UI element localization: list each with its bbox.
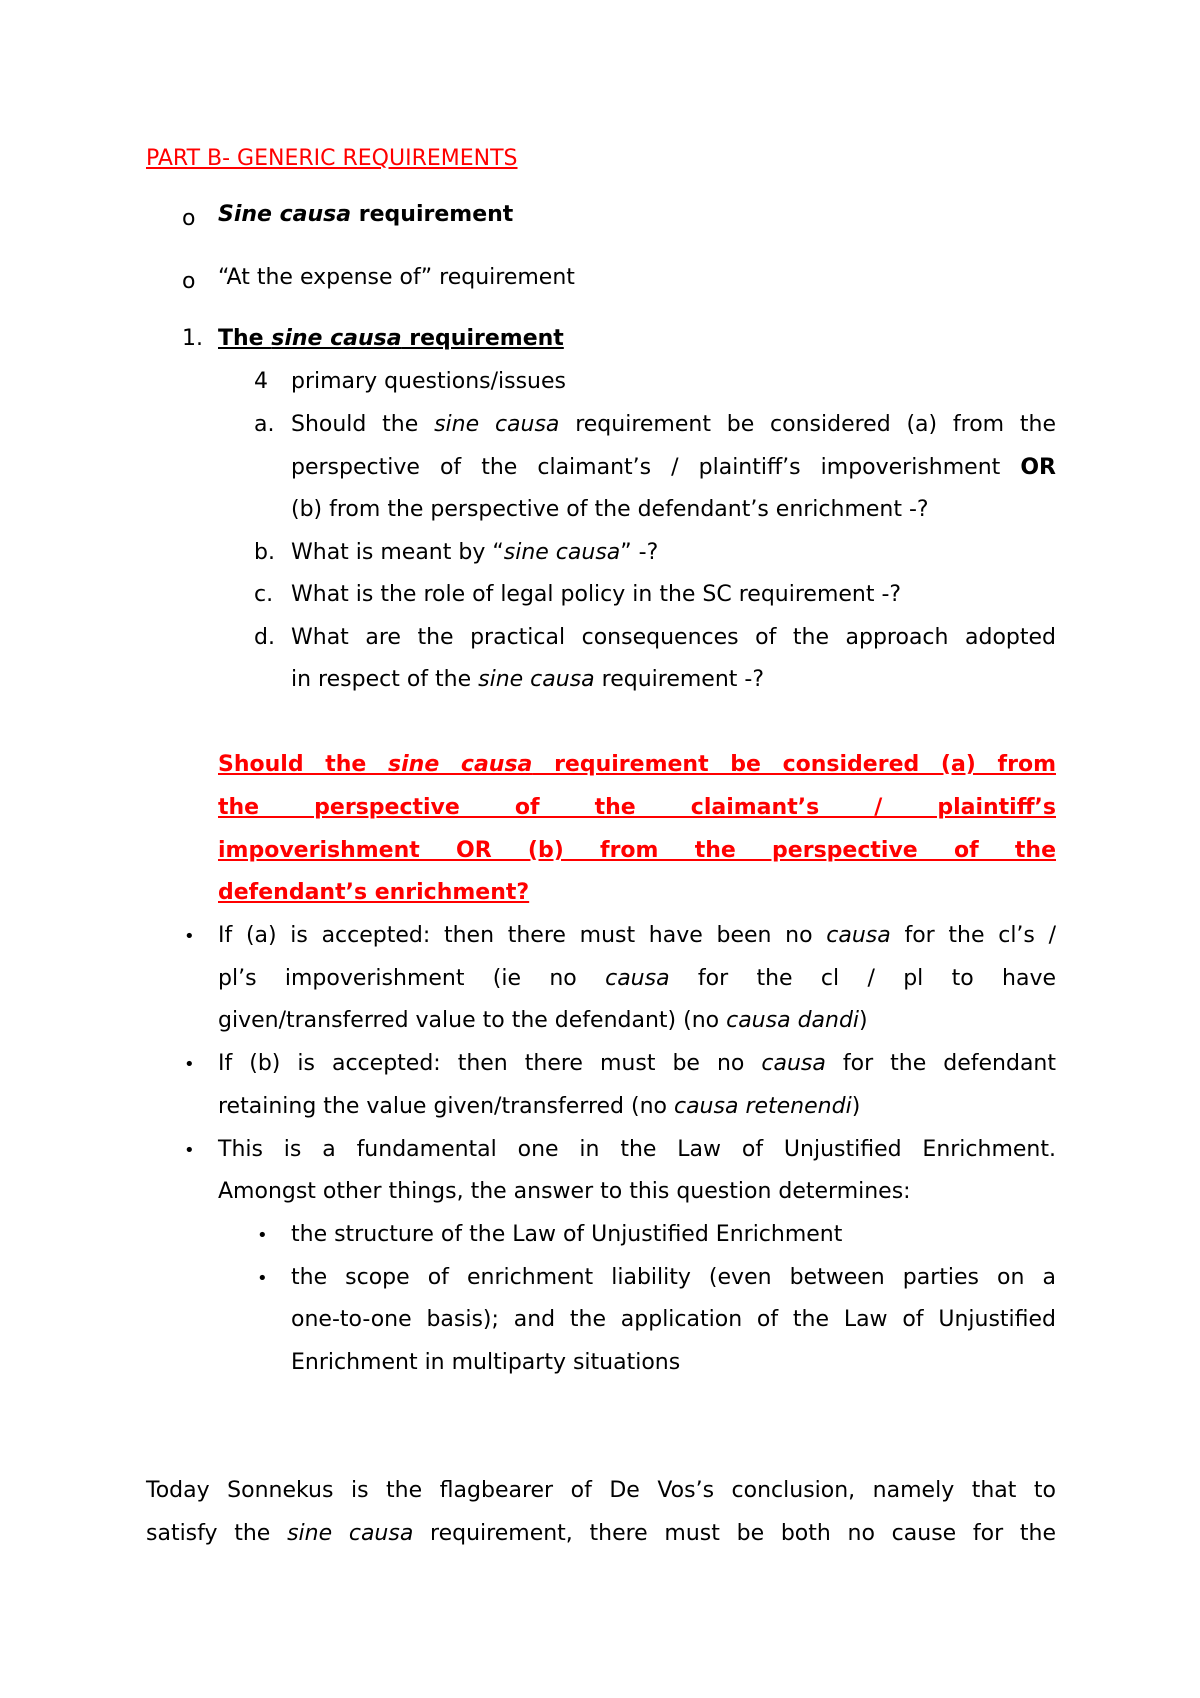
bullet-marker: • (184, 1140, 195, 1161)
overview-item-expense: “At the expense of” requirement (218, 265, 575, 290)
question-b: What is meant by “sine causa” -? (291, 540, 659, 565)
bullet-two-line-2: retaining the value given/transferred (no causa retenendi) (218, 1094, 861, 1119)
question-d-marker: d. (254, 625, 275, 650)
bullet-one-line-3: given/transferred value to the defendant) (no causa dandi) (218, 1008, 868, 1033)
question-c: What is the role of legal policy in the SC requirement -? (291, 582, 902, 607)
highlighted-question-line-2: the perspective of the claimant’s / plaintiff’s (218, 795, 1056, 820)
sub-bullet-two-line-3: Enrichment in multiparty situations (291, 1350, 681, 1375)
question-d-line-2: in respect of the sine causa requirement -? (291, 667, 764, 692)
hollow-bullet: o (182, 269, 196, 294)
question-c-marker: c. (254, 582, 274, 607)
question-a-line-3: (b) from the perspective of the defendant’s enrichment -? (291, 497, 929, 522)
part-heading: PART B- GENERIC REQUIREMENTS (146, 146, 518, 171)
bullet-three-line-2: Amongst other things, the answer to this question determines: (218, 1179, 911, 1204)
question-d-line-1: What are the practical consequences of the approach adopted (291, 625, 1056, 650)
questions-intro: primary questions/issues (291, 369, 566, 394)
highlighted-question-line-1: Should the sine causa requirement be considered (a) from (218, 752, 1056, 777)
sub-bullet-one: the structure of the Law of Unjustified Enrichment (291, 1222, 843, 1247)
questions-count: 4 (254, 369, 268, 394)
highlighted-question-line-4: defendant’s enrichment? (218, 880, 530, 905)
section-title: The sine causa requirement (218, 326, 564, 351)
bullet-two-line-1: If (b) is accepted: then there must be no causa for the defendant (218, 1051, 1056, 1076)
sub-bullet-marker: • (257, 1268, 268, 1289)
closing-paragraph-line-2: satisfy the sine causa requirement, there must be both no cause for the (146, 1521, 1056, 1546)
bullet-one-line-1: If (a) is accepted: then there must have been no causa for the cl’s / (218, 923, 1056, 948)
hollow-bullet: o (182, 206, 196, 231)
bullet-marker: • (184, 926, 195, 947)
section-number: 1. (182, 326, 203, 351)
question-a-line-2: perspective of the claimant’s / plaintiff’s impoverishment OR (291, 455, 1056, 480)
sub-bullet-two-line-2: one-to-one basis); and the application of the Law of Unjustified (291, 1307, 1056, 1332)
sub-bullet-marker: • (257, 1225, 268, 1246)
highlighted-question-line-3: impoverishment OR (b) from the perspective of the (218, 838, 1056, 863)
question-b-marker: b. (254, 540, 275, 565)
bullet-marker: • (184, 1054, 195, 1075)
sub-bullet-two-line-1: the scope of enrichment liability (even between parties on a (291, 1265, 1056, 1290)
question-a-line-1: Should the sine causa requirement be considered (a) from the (291, 412, 1057, 437)
closing-paragraph-line-1: Today Sonnekus is the flagbearer of De Vos’s conclusion, namely that to (146, 1478, 1056, 1503)
overview-item-sine-causa: Sine causa requirement (218, 202, 514, 227)
question-a-marker: a. (254, 412, 275, 437)
bullet-three-line-1: This is a fundamental one in the Law of Unjustified Enrichment. (218, 1137, 1056, 1162)
bullet-one-line-2: pl’s impoverishment (ie no causa for the cl / pl to have (218, 966, 1056, 991)
